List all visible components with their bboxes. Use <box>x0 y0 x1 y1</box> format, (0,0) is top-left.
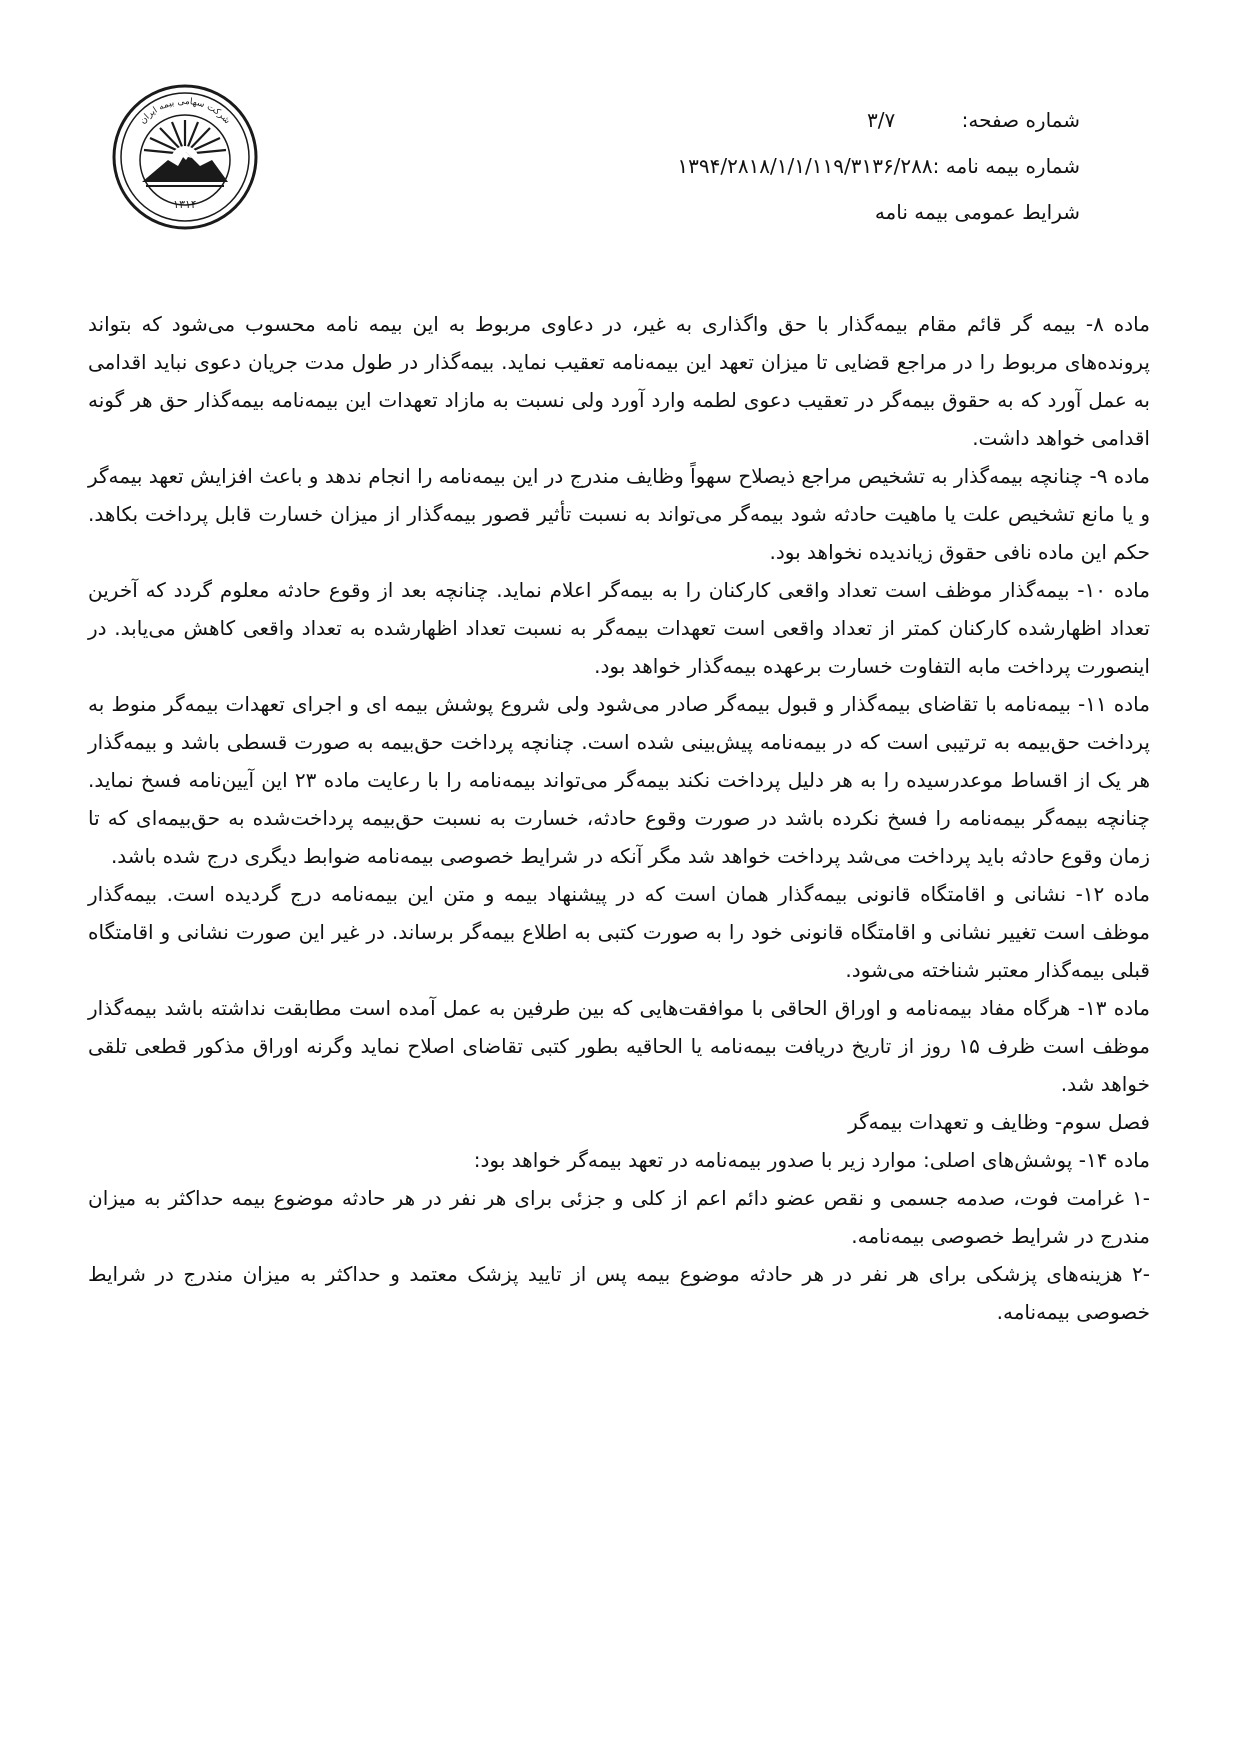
document-body <box>88 305 1150 1331</box>
article-9: ماده ۹- چنانچه بیمه‌گذار به تشخیص مراجع ذیصلاح سهواً وظایف مندرج در این بیمه‌نامه را انجام ندهد و باعث افزایش تعهد بیمه‌گر و یا مانع تشخیص علت یا ماهیت حادثه شود بیمه‌گر می‌تواند به نسبت تأثیر قصور بیمه‌گذار از میزان خسارت قابل پرداخت بکاهد. حکم این ماده نافی حقوق زیاندیده نخواهد بود. <box>88 464 1150 564</box>
page-number-value: ۳/۷ <box>867 108 896 132</box>
document-title: شرایط عمومی بیمه نامه <box>874 200 1080 224</box>
article-13: ماده ۱۳- هرگاه مفاد بیمه‌نامه و اوراق الحاقی با موافقت‌هایی که بین طرفین به عمل آمده است مطابقت نداشته باشد بیمه‌گذار موظف است ظرف ۱۵ روز از تاریخ دریافت بیمه‌نامه یا الحاقیه بطور کتبی تقاضای اصلاح نماید وگرنه اوراق مذکور قطعی تلقی خواهد شد. <box>88 996 1150 1096</box>
page-number-label: شماره صفحه: <box>961 108 1080 132</box>
article-11: ماده ۱۱- بیمه‌نامه با تقاضای بیمه‌گذار و قبول بیمه‌گر صادر می‌شود ولی شروع پوشش بیمه ای و اجرای تعهدات بیمه‌گر منوط به پرداخت حق‌بیمه به ترتیبی است که در بیمه‌نامه پیش‌بینی شده است. چنانچه پرداخت حق‌بیمه به صورت قسطی باشد و بیمه‌گذار هر یک از اقساط موعدرسیده را به هر دلیل پرداخت نکند بیمه‌گر می‌تواند بیمه‌نامه را با رعایت ماده ۲۳ این آیین‌نامه فسخ نماید. چنانچه بیمه‌گر بیمه‌نامه را فسخ نکرده باشد در صورت وقوع حادثه، خسارت به نسبت حق‌بیمه پرداخت‌شده به حق‌بیمه‌ای که تا زمان وقوع حادثه باید پرداخت می‌شد پرداخت خواهد شد مگر آنکه در شرایط خصوصی بیمه‌نامه ضوابط دیگری درج شده باشد. <box>88 692 1150 868</box>
article-8: ماده ۸- بیمه گر قائم مقام بیمه‌گذار با حق واگذاری به غیر، در دعاوی مربوط به این بیمه نامه محسوب می‌شود که بتواند پرونده‌های مربوط را در مراجع قضایی تا میزان تعهد این بیمه‌نامه تعقیب نماید. بیمه‌گذار در طول مدت جریان دعوی نباید اقدامی به عمل آورد که به حقوق بیمه‌گر در تعقیب دعوی لطمه وارد آورد ولی نسبت به مازاد تعهدات این بیمه‌نامه بیمه‌گذار حق هر گونه اقدامی خواهد داشت. <box>88 312 1150 450</box>
article-10: ماده ۱۰- بیمه‌گذار موظف است تعداد واقعی کارکنان را به بیمه‌گر اعلام نماید. چنانچه بعد از وقوع حادثه معلوم گردد که آخرین تعداد اظهارشده کارکنان کمتر از تعداد واقعی است تعهدات بیمه‌گر به نسبت تعداد اظهارشده به تعداد واقعی کاهش می‌یابد. در اینصورت پرداخت مابه التفاوت خسارت برعهده بیمه‌گذار خواهد بود. <box>88 578 1150 678</box>
coverage-item-2: -۲ هزینه‌های پزشکی برای هر نفر در هر حادثه موضوع بیمه پس از تایید پزشک معتمد و حداکثر به میزان مندرج در شرایط خصوصی بیمه‌نامه. <box>88 1262 1150 1324</box>
policy-number: شماره بیمه نامه :۱۳۹۴/۲۸۱۸/۱/۱/۱۱۹/۳۱۳۶/۲۸۸ <box>677 154 1080 178</box>
article-14: ماده ۱۴- پوشش‌های اصلی: موارد زیر با صدور بیمه‌نامه در تعهد بیمه‌گر خواهد بود: <box>473 1148 1150 1172</box>
chapter-3-heading: فصل سوم- وظایف و تعهدات بیمه‌گر <box>848 1110 1150 1134</box>
seal-graphic <box>110 82 260 232</box>
company-seal-logo <box>110 82 260 232</box>
svg-text:شرکت سهامی بیمه ایران: شرکت سهامی بیمه ایران <box>138 96 232 127</box>
svg-text:۱۳۱۴: ۱۳۱۴ <box>173 198 197 211</box>
page-number-line <box>677 108 1080 132</box>
document-header <box>677 108 1080 246</box>
article-12: ماده ۱۲- نشانی و اقامتگاه قانونی بیمه‌گذار همان است که در پیشنهاد بیمه و متن این بیمه‌نامه درج گردیده است. بیمه‌گذار موظف است تغییر نشانی و اقامتگاه قانونی خود را به صورت کتبی به اطلاع بیمه‌گر برساند. در غیر این صورت نشانی و اقامتگاه قبلی بیمه‌گذار معتبر شناخته می‌شود. <box>88 882 1150 982</box>
coverage-item-1: -۱ غرامت فوت، صدمه جسمی و نقص عضو دائم اعم از کلی و جزئی برای هر نفر در هر حادثه موضوع بیمه حداکثر به میزان مندرج در شرایط خصوصی بیمه‌نامه. <box>88 1186 1150 1248</box>
